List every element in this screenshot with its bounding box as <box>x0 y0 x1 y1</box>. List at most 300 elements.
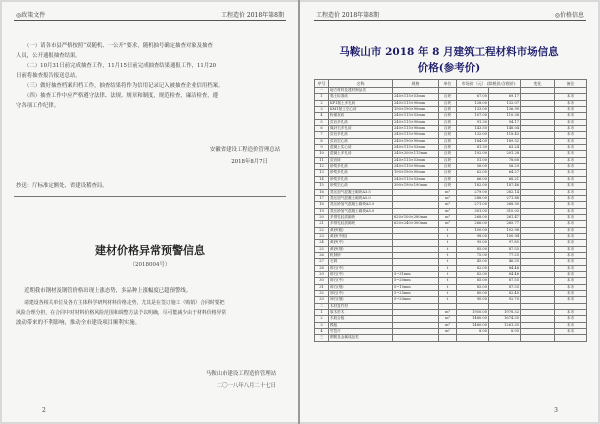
cell-no: 9 <box>315 145 329 151</box>
header-change: 变化 <box>521 80 555 88</box>
cell-name: 竹笆片 <box>329 329 393 335</box>
cell-unit: m³ <box>439 316 457 322</box>
cell-note: 本市 <box>555 297 587 303</box>
cell-price-incl: 87.55 <box>489 278 521 284</box>
cell-no: 21 <box>315 221 329 227</box>
paragraph-line: 人员，公开通报抽查结果。 <box>16 53 81 59</box>
cell-name: 原木杉木 <box>329 310 393 316</box>
cell-note: 本市 <box>555 94 587 100</box>
cell-note: 本市 <box>555 195 587 201</box>
cell-price-incl: 201.28 <box>489 151 521 157</box>
cell-spec: 240×190×90mm <box>393 138 439 144</box>
cell-price-incl: 1674.35 <box>489 316 521 322</box>
cell-unit: m³ <box>439 221 457 227</box>
cell-name: 页岩空心砖 <box>329 138 393 144</box>
cc-rule <box>14 196 286 197</box>
cell-note: 本市 <box>555 240 587 246</box>
cell-no: 4 <box>315 113 329 119</box>
cell-unit: 百块 <box>439 151 457 157</box>
header-note: 备注 <box>555 80 587 88</box>
cell-spec: 240×115×90mm <box>393 132 439 138</box>
cell-change <box>521 335 555 341</box>
cell-price-excl: 1480.00 <box>457 322 489 328</box>
cell-price-incl: 97.85 <box>489 240 521 246</box>
header-price-group: 市场价（元） (除税价/含税价) <box>457 80 521 88</box>
price-title-line2: 价格(参考价) <box>417 62 481 74</box>
cell-spec: 5~20mm <box>393 297 439 303</box>
cell-no: 32 <box>315 291 329 297</box>
cell-no: 4 <box>315 329 329 335</box>
cell-note: 本市 <box>555 164 587 170</box>
right-header-section: ◎价格信息 <box>554 12 584 19</box>
cell-no: 27 <box>315 259 329 265</box>
cell-note: 本市 <box>555 170 587 176</box>
header-unit: 单位 <box>439 80 457 88</box>
cell-note: 本市 <box>555 233 587 239</box>
cell-unit: 百块 <box>439 157 457 163</box>
cell-spec: 240×115×53mm <box>393 176 439 182</box>
cell-note: 本市 <box>555 322 587 328</box>
cell-price-excl: 288.00 <box>457 195 489 201</box>
signature-date: 2018年8月7日 <box>231 159 268 165</box>
cell-unit: m³ <box>439 208 457 214</box>
cell-note: 本市 <box>555 221 587 227</box>
cell-price-incl: 64.27 <box>489 170 521 176</box>
cell-price-incl: 100.94 <box>489 233 521 239</box>
cell-spec <box>393 335 439 341</box>
notice-title: 建材价格异常预警信息 <box>95 244 205 257</box>
cell-unit: t <box>439 271 457 277</box>
cell-price-excl: 301.00 <box>457 208 489 214</box>
cell-note: 本市 <box>555 126 587 132</box>
notice-paragraph: 请建设各相关单位及各方主体科学研判材料价格走势，尤其是在签订施工（购销）合同时要把 <box>24 300 225 306</box>
cell-unit: 百块 <box>439 164 457 170</box>
cell-price-excl: 266.00 <box>457 221 489 227</box>
paragraph-line: 守各项工作纪律。 <box>16 103 60 109</box>
cell-price-excl: 85.00 <box>457 284 489 290</box>
cell-no: 5 <box>315 119 329 125</box>
cell-name: 页岩多孔砖 <box>329 119 393 125</box>
cell-price-excl: 66.00 <box>457 176 489 182</box>
cell-price-incl: 63.24 <box>489 145 521 151</box>
cell-name: 碎石(中) <box>329 271 393 277</box>
cell-price-excl: 82.00 <box>457 271 489 277</box>
header-price-label: 市场价（元） <box>461 81 486 86</box>
signature-org: 安徽省建设工程造价管理总站 <box>209 147 280 153</box>
cell-name: 地方材料及建材制品类 <box>329 88 393 94</box>
cell-price-excl: 98.00 <box>457 233 489 239</box>
cell-name: 粉煤灰砖 <box>329 113 393 119</box>
cell-no: 8 <box>315 138 329 144</box>
cell-unit: m³ <box>439 195 457 201</box>
cell-price-incl: 58.29 <box>489 164 521 170</box>
cell-name: 钢筋及金属成品类 <box>329 335 393 341</box>
cell-unit: m³ <box>439 322 457 328</box>
cell-unit: 百块 <box>439 94 457 100</box>
cell-no: 7 <box>315 132 329 138</box>
cell-note: 本市 <box>555 227 587 233</box>
cell-spec: 190×190×90mm <box>393 170 439 176</box>
cell-price-excl: 192.00 <box>457 151 489 157</box>
cell-price-excl: 100.00 <box>457 227 489 233</box>
cell-name: 蒸压加气混凝土砌块A5.0 <box>329 195 393 201</box>
cell-price-excl: 80.00 <box>457 291 489 297</box>
cell-note: 本市 <box>555 151 587 157</box>
cell-note: 本市 <box>555 284 587 290</box>
cell-no: 33 <box>315 297 329 303</box>
cell-name: 砂浆多孔砖 <box>329 176 393 182</box>
cell-price-excl: 67.00 <box>457 94 489 100</box>
cell-no: 16 <box>315 189 329 195</box>
cell-price-excl: 75.00 <box>457 252 489 258</box>
cell-price-excl: 133.00 <box>457 107 489 113</box>
left-page-number: 2 <box>42 407 46 414</box>
cell-no: 15 <box>315 183 329 189</box>
cell-no: 26 <box>315 252 329 258</box>
cell-price-excl: 90.00 <box>457 297 489 303</box>
cell-price-incl: 148.04 <box>489 126 521 132</box>
cell-note: 本市 <box>555 183 587 189</box>
header-tax-excl: 除税价 <box>488 81 501 86</box>
cell-name: 页岩多孔砖 <box>329 132 393 138</box>
cell-spec: 190×190×90mm <box>393 107 439 113</box>
cell-no: 13 <box>315 170 329 176</box>
cell-unit: 百块 <box>439 107 457 113</box>
cell-note: 本市 <box>555 176 587 182</box>
cell-name: 碎石(中) <box>329 265 393 271</box>
cell-unit: m³ <box>439 189 457 195</box>
cell-no: 31 <box>315 284 329 290</box>
cell-price-incl: 1978.32 <box>489 310 521 316</box>
header-tax-incl: 含税价 <box>501 81 514 86</box>
cell-price-excl: 91.30 <box>457 119 489 125</box>
cell-no: 17 <box>315 195 329 201</box>
cell-note: 本市 <box>555 202 587 208</box>
cell-price-excl: 56.00 <box>457 164 489 170</box>
header-spec: 规格 <box>393 80 439 88</box>
cell-price-excl: 279.00 <box>457 189 489 195</box>
cell-spec: 620×240×300mm <box>393 221 439 227</box>
cell-unit: 百块 <box>439 170 457 176</box>
cell-note: 本市 <box>555 252 587 258</box>
cell-unit <box>439 335 457 341</box>
cell-no: 14 <box>315 176 329 182</box>
cell-no: 29 <box>315 271 329 277</box>
cell-price-incl: 78.68 <box>489 157 521 163</box>
cell-name: 卵石(中) <box>329 291 393 297</box>
cell-unit: t <box>439 265 457 271</box>
cell-note: 本市 <box>555 208 587 214</box>
cell-name: 砂浆空心砖 <box>329 183 393 189</box>
cell-name: 石屑 <box>329 259 393 265</box>
cell-price-excl: 107.00 <box>457 113 489 119</box>
left-header-section: ◎政策文件 <box>16 12 46 19</box>
cell-price-incl: 94.17 <box>489 119 521 125</box>
cell-price-incl: 8.95 <box>489 329 521 335</box>
paragraph-line: （二）10月31日前完成抽查工作，11月15日前完成抽查结果通报工作，11月20 <box>24 63 217 69</box>
cell-note: 本市 <box>555 138 587 144</box>
cell-price-excl: 182.00 <box>457 183 489 189</box>
right-header-rule <box>314 20 586 21</box>
cell-name: 机制砂 <box>329 252 393 258</box>
cell-price-incl <box>489 335 521 341</box>
paragraph-line: 日前将抽查报告报送总站。 <box>16 73 81 79</box>
cell-price-excl: 128.00 <box>457 100 489 106</box>
cell-note: 本市 <box>555 132 587 138</box>
cell-spec: 240×115×90mm <box>393 119 439 125</box>
table-header-row <box>315 80 587 88</box>
cell-price-excl: 85.00 <box>457 278 489 284</box>
cell-price-excl: 1480.00 <box>457 316 489 322</box>
cell-no: 28 <box>315 265 329 271</box>
paragraph-line: （三）做好抽查档案归档工作，抽查结果将作为信用记录记入被抽查企业信用档案。 <box>24 83 224 89</box>
cell-spec: 240×115×90mm <box>393 126 439 132</box>
cell-unit: 百块 <box>439 176 457 182</box>
cell-note: 本市 <box>555 119 587 125</box>
cell-price-incl: 132.07 <box>489 100 521 106</box>
cell-unit: 百块 <box>439 138 457 144</box>
cell-no: 30 <box>315 278 329 284</box>
cell-name: 混凝土实心砖 <box>329 145 393 151</box>
cell-unit: 百块 <box>439 145 457 151</box>
cell-price-excl: 62.00 <box>457 170 489 176</box>
cell-no: 6 <box>315 126 329 132</box>
cell-unit: t <box>439 297 457 303</box>
cell-price-incl: 87.55 <box>489 246 521 252</box>
cell-price-incl: 310.03 <box>489 208 521 214</box>
cell-unit: 百块 <box>439 113 457 119</box>
notice-date: 二〇一八年八月二十七日 <box>216 383 276 389</box>
cell-price-excl: 271.00 <box>457 202 489 208</box>
notice-paragraph: 风险合理分担，在合同中对材料价格风险范围和调整方法予以明确，尽可能减少由于材料价格异常 <box>16 310 227 316</box>
cell-name: 碎石(细) <box>329 284 393 290</box>
cell-unit: t <box>439 227 457 233</box>
cell-price-incl: 136.99 <box>489 107 521 113</box>
cell-name: 砂浆多孔砖 <box>329 170 393 176</box>
cell-price-incl: 265.77 <box>489 221 521 227</box>
cell-unit: 百块 <box>439 126 457 132</box>
cell-spec: 5~31mm <box>393 271 439 277</box>
cell-note: 本市 <box>555 259 587 265</box>
cell-name: 多排孔轻质砌块 <box>329 221 393 227</box>
header-no: 序号 <box>315 80 329 88</box>
cell-note: 本市 <box>555 291 587 297</box>
cell-name: 黄砂(细) <box>329 246 393 252</box>
cell-note: 本市 <box>555 278 587 284</box>
cell-name: 蒸压加气混凝土砌块A3.5 <box>329 189 393 195</box>
cell-spec: 5~25mm <box>393 291 439 297</box>
cell-spec: 240×115×53mm <box>393 94 439 100</box>
cell-unit: t <box>439 240 457 246</box>
cell-no: 12 <box>315 164 329 170</box>
cell-no: 3 <box>315 322 329 328</box>
cell-name: 黏土标准砖 <box>329 94 393 100</box>
cell-unit: t <box>439 233 457 239</box>
cell-name: 页岩砖 <box>329 157 393 163</box>
cell-note: 本市 <box>555 271 587 277</box>
cell-price-incl: 282.14 <box>489 189 521 195</box>
cell-no: 1 <box>315 310 329 316</box>
cell-no: 二 <box>315 303 329 309</box>
cell-unit: 百块 <box>439 119 457 125</box>
cell-spec: 5~10mm <box>393 284 439 290</box>
cell-note: 本市 <box>555 265 587 271</box>
cell-price-incl: 261.47 <box>489 214 521 220</box>
cell-spec: 240×115×90mm <box>393 100 439 106</box>
left-page <box>2 2 298 422</box>
notice-number: （2018004号） <box>129 262 171 268</box>
right-header-issue: 工程造价 2018年第8期 <box>316 12 379 19</box>
cell-unit: t <box>439 259 457 265</box>
cell-note: 本市 <box>555 214 587 220</box>
cell-price-incl: 118.43 <box>489 132 521 138</box>
cell-note: 本市 <box>555 113 587 119</box>
right-page-number: 3 <box>554 407 558 414</box>
left-header-rule <box>14 20 286 21</box>
cell-price-incl: 92.70 <box>489 297 521 303</box>
cell-name: 蒸压砂加气混凝土砌块A3.5 <box>329 202 393 208</box>
cell-no: 22 <box>315 227 329 233</box>
cell-note: 本市 <box>555 316 587 322</box>
cell-unit: m³ <box>439 310 457 316</box>
cell-price-excl: 268.00 <box>457 214 489 220</box>
cell-unit: t <box>439 291 457 297</box>
cell-unit: t <box>439 284 457 290</box>
cell-name: 砂浆多孔砖 <box>329 164 393 170</box>
cell-unit: t <box>439 252 457 258</box>
cell-name: 黄砂(中粗) <box>329 233 393 239</box>
price-title-line1: 马鞍山市 2018 年 8 月建筑工程材料市场信息 <box>339 46 559 58</box>
cell-price-excl: 45.00 <box>457 259 489 265</box>
cell-name: 黄砂(粗) <box>329 227 393 233</box>
cell-spec: 620×100×280mm <box>393 214 439 220</box>
cell-price-incl: 84.46 <box>489 265 521 271</box>
cell-unit: m³ <box>439 214 457 220</box>
cell-no: 一 <box>315 88 329 94</box>
cell-spec: 240×115×53mm <box>393 157 439 163</box>
cell-name: 模板 <box>329 322 393 328</box>
cell-no: 三 <box>315 335 329 341</box>
cell-note: 本市 <box>555 329 587 335</box>
cell-price-excl: 51.00 <box>457 157 489 163</box>
cell-name: 黄砂(中) <box>329 240 393 246</box>
cell-name: 多排孔轻质砌块 <box>329 214 393 220</box>
cell-no: 25 <box>315 246 329 252</box>
cell-no: 24 <box>315 240 329 246</box>
cell-price-incl: 187.46 <box>489 183 521 189</box>
cell-spec: 390×190×190mm <box>393 183 439 189</box>
cell-price-incl: 271.88 <box>489 195 521 201</box>
cell-name: 混凝土多孔砖 <box>329 151 393 157</box>
cell-price-excl: 8.00 <box>457 329 489 335</box>
cell-price-incl: 68.21 <box>489 176 521 182</box>
cell-no: 20 <box>315 214 329 220</box>
cell-unit: t <box>439 246 457 252</box>
cell-price-excl: 95.00 <box>457 240 489 246</box>
cell-spec: 240×115×53mm <box>393 145 439 151</box>
cell-no: 19 <box>315 208 329 214</box>
cell-unit: 百块 <box>439 100 457 106</box>
cell-name: 木材及竹材 <box>329 303 393 309</box>
notice-paragraph: 近期我市钢材及钢管价格出现上涨态势，多品种上涨幅度已超预警线。 <box>24 288 192 294</box>
price-table <box>314 79 587 342</box>
cell-unit: t <box>439 278 457 284</box>
cell-price-incl: 77.25 <box>489 252 521 258</box>
cell-spec: 240×200×115mm <box>393 151 439 157</box>
cell-unit: m² <box>439 329 457 335</box>
cell-price-incl: 82.40 <box>489 291 521 297</box>
paragraph-line: （四）抽查工作中应严格遵守法律、法规、规章和制度，规范检查，廉洁检查，遵 <box>24 93 219 99</box>
cell-price-excl: 143.50 <box>457 126 489 132</box>
cell-price-excl <box>457 335 489 341</box>
cc-line: 抄送：厅标准定额处、省建设稽查局。 <box>16 183 108 189</box>
cell-note: 本市 <box>555 246 587 252</box>
notice-paragraph: 波动带来的不利影响，推动全市建设项目顺利实施。 <box>16 320 140 326</box>
cell-name: 蒸压砂加气混凝土砌块A5.0 <box>329 208 393 214</box>
cell-name: KP1黏土多孔砖 <box>329 100 393 106</box>
cell-name: 木胶合板 <box>329 316 393 322</box>
cell-no: 3 <box>315 107 329 113</box>
cell-spec: 240×115×53mm <box>393 113 439 119</box>
cell-price-incl: 268.50 <box>489 202 521 208</box>
cell-note <box>555 335 587 341</box>
cell-no: 1 <box>315 94 329 100</box>
cell-note: 本市 <box>555 157 587 163</box>
cell-price-incl: 189.52 <box>489 138 521 144</box>
cell-price-excl: 1950.00 <box>457 310 489 316</box>
cell-name: 碎石(中) <box>329 278 393 284</box>
right-page <box>300 2 598 422</box>
cell-price-incl: 69.17 <box>489 94 521 100</box>
cell-unit: m³ <box>439 202 457 208</box>
cell-note: 本市 <box>555 145 587 151</box>
notice-org: 马鞍山市建设工程造价管理站 <box>205 371 276 377</box>
cell-price-excl: 184.00 <box>457 138 489 144</box>
cell-no: 11 <box>315 157 329 163</box>
cell-price-excl: 85.00 <box>457 246 489 252</box>
cell-name: 卵石(细) <box>329 297 393 303</box>
cell-no: 2 <box>315 100 329 106</box>
cell-price-incl: 84.46 <box>489 271 521 277</box>
cell-note: 本市 <box>555 189 587 195</box>
cell-price-excl: 82.00 <box>457 265 489 271</box>
cell-spec: 240×115×90mm <box>393 164 439 170</box>
cell-unit: 百块 <box>439 132 457 138</box>
cell-price-excl: 61.30 <box>457 145 489 151</box>
cell-no: 18 <box>315 202 329 208</box>
cell-name: 煤矸石多孔砖 <box>329 126 393 132</box>
cell-note: 本市 <box>555 100 587 106</box>
category-row <box>315 335 587 341</box>
cell-price-incl: 87.55 <box>489 284 521 290</box>
cell-price-excl: 132.00 <box>457 132 489 138</box>
cell-no: 2 <box>315 316 329 322</box>
cell-note: 本市 <box>555 310 587 316</box>
left-header-issue: 工程造价 2018年第8期 <box>221 12 284 19</box>
header-name: 名称 <box>329 80 393 88</box>
cell-no: 23 <box>315 233 329 239</box>
cell-spec: 5~20mm <box>393 278 439 284</box>
cell-name: KM1黏土空心砖 <box>329 107 393 113</box>
paragraph-line: （一）请各市县严格按照“双随机、一公开”要求，随机抽号确定抽查对象及抽查 <box>24 43 213 49</box>
cell-price-incl: 46.35 <box>489 259 521 265</box>
cell-price-incl: 110.38 <box>489 113 521 119</box>
cell-note: 本市 <box>555 107 587 113</box>
cell-no: 10 <box>315 151 329 157</box>
cell-price-incl: 102.98 <box>489 227 521 233</box>
cell-unit: 百块 <box>439 183 457 189</box>
cell-price-incl: 1261.35 <box>489 322 521 328</box>
